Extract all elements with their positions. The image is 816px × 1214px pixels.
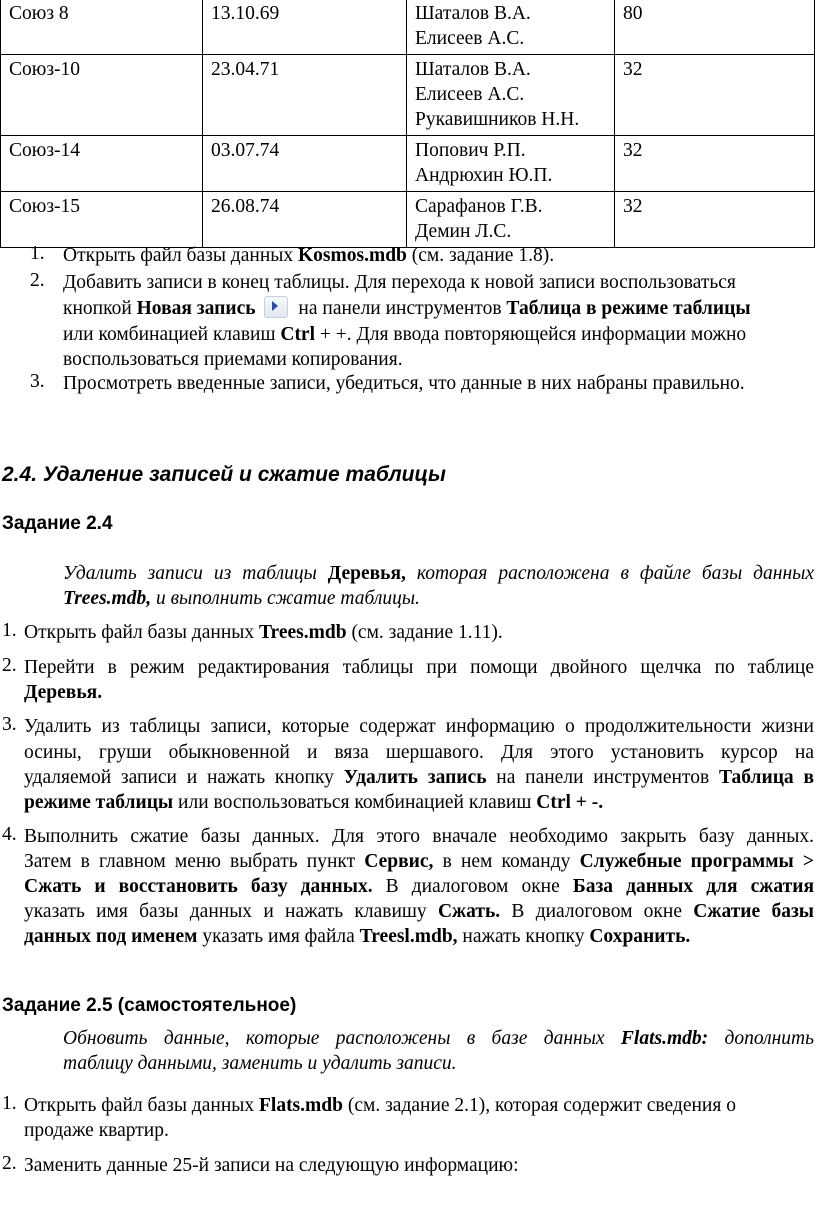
cell-ship: Союз-14 [1, 136, 203, 192]
step-text: на панели инструментов [486, 767, 719, 788]
task-2-4-intro-line-1 [63, 561, 814, 586]
cell-duration: 32 [615, 55, 815, 136]
step-number: 4. [2, 824, 17, 845]
command-name: Служебные программы > [579, 851, 814, 872]
cell-date: 26.08.74 [203, 192, 407, 248]
step-text: В диалоговом окне [500, 901, 694, 922]
crew-member: Рукавишников Н.Н. [415, 109, 580, 130]
file-name: Kosmos.mdb [297, 245, 407, 266]
step-text: Открыть файл базы данных [24, 622, 259, 643]
step-text: (см. задание 1.8). [406, 245, 555, 266]
cell-ship: Союз-10 [1, 55, 203, 136]
cell-ship: Союз-15 [1, 192, 203, 248]
step-text: Открыть файл базы данных [63, 245, 298, 266]
step-number: 1. [2, 620, 17, 641]
cosmonauts-table [0, 0, 815, 248]
step-number: 3. [30, 371, 45, 392]
step-text: или комбинацией клавиш [63, 324, 281, 345]
task-2-4-step-4-line-1: Выполнить сжатие базы данных. Для этого вначале необходимо закрыть базу данных. [24, 826, 814, 847]
dialog-name: База данных для сжатия [572, 876, 814, 897]
intro-text: Удалить записи из таблицы [63, 563, 328, 584]
task-2-4-step-3-line-2: осины, груши обыкновенной и вяза шершавого. Для этого установить курсор на [24, 742, 814, 763]
task-2-4-step-4-line-4 [24, 899, 814, 924]
task-2-5-step-1 [24, 1093, 814, 1118]
task-2-4-step-4-line-5 [24, 924, 814, 949]
cell-duration: 32 [615, 136, 815, 192]
table-name: Деревья. [24, 682, 103, 703]
table-row [1, 136, 815, 192]
task-2-5-intro-line-2: таблицу данными, заменить и удалить записи. [63, 1053, 457, 1074]
toolbar-name: Таблица в [718, 767, 814, 788]
task-2-4-step-3-line-3 [24, 765, 814, 790]
cell-crew [407, 0, 615, 55]
cell-date: 03.07.74 [203, 136, 407, 192]
task-2-4-heading: Задание 2.4 [2, 513, 113, 534]
command-name: Сжать и восстановить базу данных. [24, 876, 373, 897]
intro-text: Обновить данные, которые расположены в базе данных [63, 1028, 621, 1049]
crew-member: Шаталов В.А. [415, 59, 531, 80]
step-text: указать имя файла [197, 926, 360, 947]
task-2-4-step-4-line-2 [24, 849, 814, 874]
step-text: Затем в главном меню выбрать пункт [24, 851, 365, 872]
table-row [1, 55, 815, 136]
file-name: Flats.mdb: [620, 1028, 709, 1049]
step-3: Просмотреть введенные записи, убедиться, что данные в них набраны правильно. [63, 373, 745, 394]
crew-member: Шаталов В.А. [415, 3, 531, 24]
task-2-5-intro-line-1 [63, 1026, 814, 1051]
step-2-line-2 [63, 296, 803, 321]
crew-member: Демин Л.С. [415, 221, 512, 242]
crew-member: Елисеев А.С. [415, 84, 525, 105]
cell-crew [407, 55, 615, 136]
task-2-4-step-3-line-1: Удалить из таблицы записи, которые содержат информацию о продолжительности жизни [24, 716, 814, 737]
table-row [1, 0, 815, 55]
step-text: кнопкой [63, 298, 137, 319]
file-name: Trees.mdb [258, 622, 347, 643]
key-name: Ctrl + -. [536, 792, 604, 813]
table-row [1, 192, 815, 248]
step-2-line-3 [63, 322, 803, 347]
intro-text: которая расположена в файле базы данных [405, 563, 814, 584]
button-name: Сжать. [437, 901, 501, 922]
step-number: 1. [30, 243, 45, 264]
step-2-line-4: воспользоваться приемами копирования. [63, 349, 403, 370]
crew-member: Андрюхин Ю.П. [415, 165, 553, 186]
crew-member: Елисеев А.С. [415, 28, 525, 49]
dialog-name: данных под именем [24, 926, 198, 947]
task-2-4-step-2-line-1: Перейти в режим редактирования таблицы при помощи двойного щелчка по таблице [24, 657, 814, 678]
step-text: указать имя базы данных и нажать клавишу [24, 901, 438, 922]
cell-date: 13.10.69 [203, 0, 407, 55]
button-name: Удалить запись [343, 767, 487, 788]
task-2-5-heading: Задание 2.5 (самостоятельное) [2, 995, 297, 1016]
button-name: Новая запись [136, 298, 256, 319]
crew-member: Сарафанов Г.В. [415, 196, 543, 217]
cell-duration: 80 [615, 0, 815, 55]
step-text: + +. Для ввода повторяющейся информации можно [315, 324, 747, 345]
section-title: 2.4. Удаление записей и сжатие таблицы [2, 463, 446, 486]
step-text: в нем команду [433, 851, 580, 872]
step-number: 2. [30, 270, 45, 291]
step-2-line-1: Добавить записи в конец таблицы. Для перехода к новой записи воспользоваться [63, 272, 736, 293]
step-text: Открыть файл базы данных [24, 1095, 259, 1116]
step-text: нажать кнопку [457, 926, 590, 947]
key-name: Ctrl [280, 324, 316, 345]
toolbar-name: режиме таблицы [24, 792, 174, 813]
step-text: на панели инструментов [293, 298, 507, 319]
cell-duration: 32 [615, 192, 815, 248]
menu-name: Сервис, [364, 851, 434, 872]
intro-text: и выполнить сжатие таблицы. [151, 588, 420, 609]
cell-crew [407, 192, 615, 248]
table-name: Деревья, [327, 563, 406, 584]
step-1 [63, 243, 803, 268]
task-2-4-intro-line-2 [63, 586, 814, 611]
dialog-name: Сжатие базы [693, 901, 815, 922]
task-2-5-step-1-line-2: продаже квартир. [24, 1120, 169, 1141]
step-number: 1. [2, 1093, 17, 1114]
cell-ship: Союз 8 [1, 0, 203, 55]
task-2-4-step-4-line-3 [24, 874, 814, 899]
step-text: (см. задание 1.11). [346, 622, 503, 643]
step-text: или воспользоваться комбинацией клавиш [173, 792, 537, 813]
task-2-4-step-2-line-2 [24, 680, 814, 705]
crew-member: Попович Р.П. [415, 140, 526, 161]
next-record-icon [264, 296, 288, 318]
cell-date: 23.04.71 [203, 55, 407, 136]
button-name: Сохранить. [589, 926, 691, 947]
task-2-5-step-2: Заменить данные 25-й записи на следующую информацию: [24, 1155, 519, 1176]
task-2-4-step-1 [24, 620, 814, 645]
step-text: (см. задание 2.1), которая содержит сведения о [342, 1095, 736, 1116]
step-text: В диалоговом окне [372, 876, 573, 897]
step-number: 2. [2, 1153, 17, 1174]
step-number: 3. [2, 714, 17, 735]
step-number: 2. [2, 655, 17, 676]
step-text: удаляемой записи и нажать кнопку [24, 767, 344, 788]
cell-crew [407, 136, 615, 192]
intro-text: дополнить [708, 1028, 814, 1049]
toolbar-name: Таблица в режиме таблицы [506, 298, 751, 319]
task-2-4-step-3-line-4 [24, 790, 814, 815]
file-name: Trees.mdb, [63, 588, 152, 609]
file-name: Treesl.mdb, [359, 926, 458, 947]
file-name: Flats.mdb [258, 1095, 343, 1116]
